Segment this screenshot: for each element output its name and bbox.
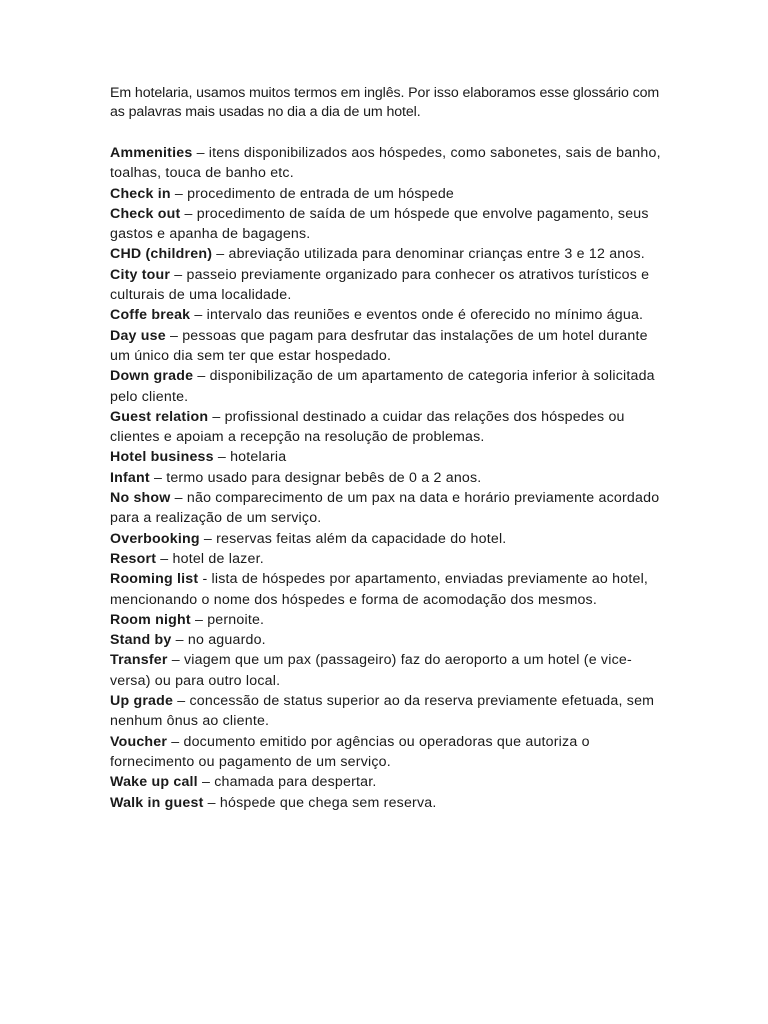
- intro-paragraph: Em hotelaria, usamos muitos termos em inglês. Por isso elaboramos esse glossário com as palavras mais usadas no dia a dia de um hotel.: [110, 85, 660, 120]
- glossary-definition: disponibilização de um apartamento de categoria inferior à solicitada pelo cliente.: [110, 368, 655, 405]
- glossary-separator: –: [180, 205, 197, 222]
- glossary-definition: passeio previamente organizado para conhecer os atrativos turísticos e culturais de uma localidade.: [110, 266, 650, 304]
- glossary-term: Ammenities: [110, 145, 193, 161]
- glossary-definition: concessão de status superior ao da reserva previamente efetuada, sem nenhum ônus ao cliente.: [110, 693, 655, 730]
- glossary-term: Down grade: [110, 368, 194, 385]
- glossary-definition: hotelaria: [230, 449, 287, 466]
- glossary-separator: –: [213, 449, 231, 466]
- glossary-entry: [110, 326, 670, 367]
- glossary-term: Day use: [110, 327, 166, 344]
- glossary-term: Resort: [110, 550, 157, 567]
- glossary-term: Stand by: [110, 632, 172, 649]
- glossary-definition: abreviação utilizada para denominar crianças entre 3 e 12 anos.: [228, 246, 645, 263]
- glossary-entry: [110, 650, 670, 691]
- glossary-separator: –: [167, 652, 184, 669]
- glossary-definition: lista de hóspedes por apartamento, enviadas previamente ao hotel, mencionando o nome dos hóspedes e forma de acomodação dos mesmos.: [110, 571, 649, 608]
- glossary-definition: documento emitido por agências ou operadoras que autoriza o fornecimento ou pagamento de um serviço.: [110, 733, 590, 770]
- glossary-separator: –: [156, 550, 173, 567]
- glossary-entry: [110, 732, 670, 773]
- document-page: [110, 84, 670, 813]
- glossary-separator: –: [192, 145, 209, 161]
- glossary-entry: [110, 529, 670, 549]
- glossary-definition: hotel de lazer.: [172, 550, 264, 567]
- glossary-entry: [110, 610, 670, 630]
- glossary-term: Voucher: [110, 733, 168, 750]
- glossary-definition: pessoas que pagam para desfrutar das instalações de um hotel durante um único dia sem ter que estar hospedado.: [110, 327, 648, 364]
- glossary-separator: –: [170, 490, 187, 507]
- glossary-entry: [110, 184, 670, 204]
- glossary-entry: [110, 488, 670, 529]
- glossary-separator: –: [190, 307, 207, 324]
- glossary-entry: [110, 447, 670, 467]
- glossary-entry: [110, 772, 670, 792]
- glossary-entry: [110, 366, 670, 407]
- glossary-term: Room night: [110, 611, 191, 628]
- glossary-definition: itens disponibilizados aos hóspedes, como sabonetes, sais de banho, toalhas, touca de banho etc.: [110, 145, 661, 182]
- glossary-separator: –: [170, 266, 187, 283]
- glossary-definition: no aguardo.: [187, 632, 266, 649]
- glossary-entry: [110, 265, 670, 306]
- glossary-entry: [110, 143, 670, 184]
- glossary-entry: [110, 630, 670, 650]
- glossary-separator: –: [190, 611, 208, 628]
- glossary-separator: –: [208, 408, 225, 425]
- glossary-term: Transfer: [110, 652, 168, 669]
- glossary-entry: [110, 305, 670, 325]
- glossary-term: Check out: [110, 205, 181, 222]
- glossary-entry: [110, 691, 670, 732]
- glossary-definition: termo usado para designar bebês de 0 a 2 anos.: [166, 469, 482, 486]
- glossary-definition: viagem que um pax (passageiro) faz do aeroporto a um hotel (e vice-versa) ou para outro local.: [110, 652, 632, 689]
- glossary-term: Check in: [110, 185, 171, 202]
- glossary-term: Up grade: [110, 693, 174, 710]
- glossary-separator: –: [165, 327, 183, 344]
- glossary-entry: [110, 407, 670, 448]
- glossary-separator: –: [193, 368, 210, 385]
- glossary-separator: –: [173, 693, 190, 710]
- glossary-entry: [110, 204, 670, 245]
- glossary-term: Guest relation: [110, 408, 209, 425]
- glossary-definition: procedimento de entrada de um hóspede: [187, 185, 455, 202]
- glossary-term: No show: [110, 490, 171, 507]
- glossary-entry: [110, 569, 670, 610]
- glossary-term: Wake up call: [110, 774, 198, 791]
- glossary-separator: –: [149, 469, 167, 486]
- glossary-term: Infant: [110, 469, 150, 486]
- glossary-separator: -: [198, 571, 212, 588]
- glossary-term: CHD (children): [110, 246, 213, 263]
- glossary-list: [110, 143, 670, 813]
- glossary-separator: –: [203, 794, 220, 811]
- glossary-term: Rooming list: [110, 571, 199, 588]
- glossary-definition: hóspede que chega sem reserva.: [219, 794, 437, 811]
- glossary-term: Coffe break: [110, 307, 191, 324]
- glossary-separator: –: [212, 246, 229, 263]
- glossary-definition: chamada para despertar.: [214, 774, 377, 791]
- glossary-separator: –: [199, 530, 217, 547]
- glossary-separator: –: [170, 185, 188, 202]
- glossary-term: Walk in guest: [110, 794, 204, 811]
- glossary-definition: procedimento de saída de um hóspede que envolve pagamento, seus gastos e apanha de bagagens.: [110, 205, 649, 243]
- glossary-term: City tour: [110, 266, 171, 283]
- glossary-term: Hotel business: [110, 449, 214, 466]
- glossary-definition: não comparecimento de um pax na data e horário previamente acordado para a realização de um serviço.: [110, 490, 660, 527]
- glossary-entry: [110, 244, 670, 264]
- glossary-entry: [110, 468, 670, 488]
- glossary-definition: profissional destinado a cuidar das relações dos hóspedes ou clientes e apoiam a recepção na resolução de problemas.: [110, 408, 625, 446]
- glossary-definition: pernoite.: [207, 611, 265, 628]
- glossary-definition: intervalo das reuniões e eventos onde é oferecido no mínimo água.: [206, 307, 644, 324]
- glossary-separator: –: [171, 632, 188, 649]
- glossary-separator: –: [197, 774, 215, 791]
- glossary-definition: reservas feitas além da capacidade do hotel.: [216, 530, 507, 547]
- glossary-entry: [110, 549, 670, 569]
- glossary-entry: [110, 793, 670, 813]
- glossary-term: Overbooking: [110, 530, 200, 547]
- glossary-separator: –: [167, 733, 184, 750]
